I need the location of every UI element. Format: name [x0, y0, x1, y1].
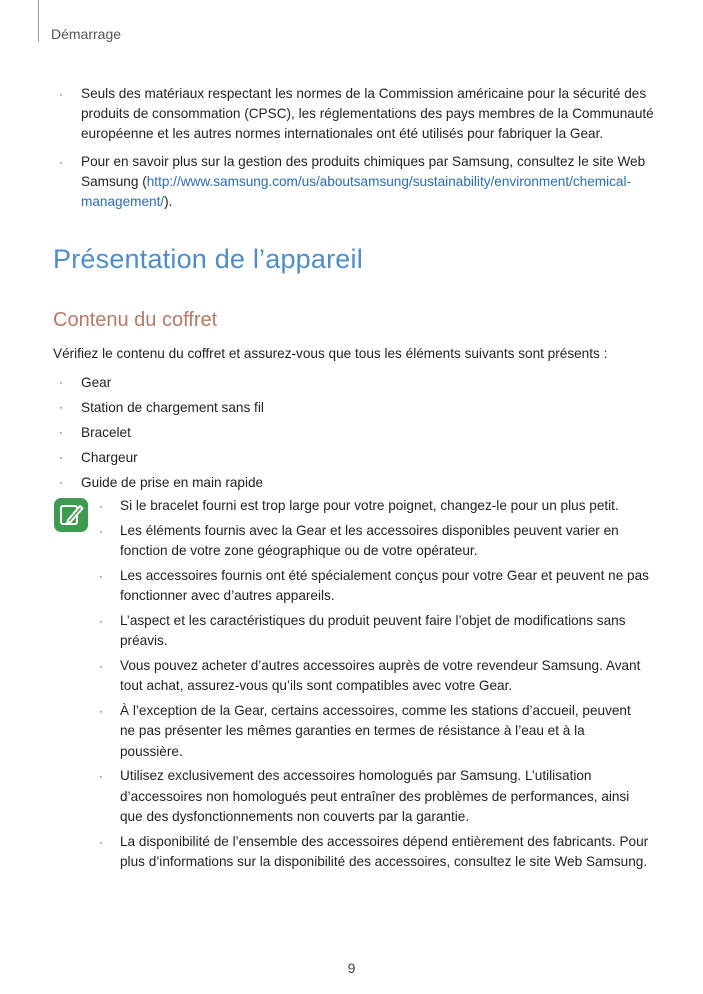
bullet-icon: · — [99, 703, 103, 718]
list-item-text: Guide de prise en main rapide — [81, 475, 264, 490]
note-text: Utilisez exclusivement des accessoires homologués par Samsung. L’utilisation d’accessoires non homologués peut entraîner des problèmes de performances, ainsi que des dysfonctionnements non couverts par la garantie. — [120, 768, 630, 824]
list-item-text: Chargeur — [81, 450, 138, 465]
note-pencil-icon — [54, 498, 88, 532]
note-item — [99, 656, 649, 697]
bullet-icon: · — [99, 769, 103, 783]
bullet-icon: · — [59, 475, 63, 489]
intro-paragraph: Vérifiez le contenu du coffret et assurez-vous que tous les éléments suivants sont présents : — [53, 346, 608, 361]
contents-list — [59, 370, 264, 495]
note-item — [99, 766, 649, 828]
list-item-text-end: ). — [164, 194, 173, 209]
list-item — [59, 395, 264, 420]
bullet-icon: · — [59, 425, 63, 439]
bullet-icon: · — [59, 155, 63, 169]
note-item — [99, 566, 649, 607]
list-item — [59, 152, 659, 212]
note-item — [99, 611, 649, 652]
note-item — [99, 521, 649, 562]
list-item-text: Bracelet — [81, 425, 131, 440]
note-item — [99, 701, 649, 763]
note-text: La disponibilité de l’ensemble des accessoires dépend entièrement des fabricants. Pour plus d’informations sur la disponibilité des accessoires, consultez le site Web Samsung. — [120, 833, 649, 869]
bullet-icon: · — [99, 568, 103, 583]
bullet-icon: · — [59, 375, 63, 389]
note-item — [99, 496, 649, 517]
list-item — [59, 445, 264, 470]
header-rule — [38, 0, 39, 42]
samsung-chemical-management-link[interactable]: http://www.samsung.com/us/aboutsamsung/sustainability/environment/chemical-management/ — [81, 174, 632, 209]
list-item-text: Station de chargement sans fil — [81, 400, 264, 415]
note-item — [99, 832, 649, 873]
bullet-icon: · — [99, 499, 103, 513]
top-bullet-list — [59, 84, 659, 220]
bullet-icon: · — [59, 450, 63, 464]
bullet-icon: · — [59, 87, 63, 101]
list-item — [59, 420, 264, 445]
page-number: 9 — [347, 960, 356, 976]
note-text: Les accessoires fournis ont été spécialement conçus pour votre Gear et peuvent ne pas fonctionner avec d’autres appareils. — [120, 567, 649, 603]
page-title: Présentation de l’appareil — [53, 244, 363, 274]
note-text: Les éléments fournis avec la Gear et les accessoires disponibles peuvent varier en fonction de votre zone géographique ou de votre opérateur. — [120, 522, 619, 558]
list-item — [59, 470, 264, 495]
list-item-text: Gear — [81, 375, 112, 390]
bullet-icon: · — [99, 834, 103, 849]
list-item-text: Pour en savoir plus sur la gestion des produits chimiques par Samsung, consultez le site Web Samsung ( — [81, 154, 646, 189]
bullet-icon: · — [99, 523, 103, 538]
bullet-icon: · — [59, 400, 63, 414]
bullet-icon: · — [99, 613, 103, 628]
notes-list — [99, 496, 649, 877]
note-text: Vous pouvez acheter d’autres accessoires auprès de votre revendeur Samsung. Avant tout achat, assurez-vous qu’ils sont compatibles avec votre Gear. — [120, 657, 641, 693]
note-text: L’aspect et les caractéristiques du produit peuvent faire l’objet de modifications sans préavis. — [120, 612, 626, 648]
bullet-icon: · — [99, 658, 103, 673]
section-header: Démarrage — [51, 26, 122, 42]
list-item — [59, 370, 264, 395]
list-item — [59, 84, 659, 144]
list-item-text: Seuls des matériaux respectant les normes de la Commission américaine pour la sécurité des produits de consommation (CPSC), les réglementations des pays membres de la Communauté européenne et les autres normes internationales ont été utilisés pour fabriquer la Gear. — [81, 86, 654, 141]
note-text: À l’exception de la Gear, certains accessoires, comme les stations d’accueil, peuvent ne pas présenter les mêmes garanties en termes de résistance à l’eau et à la poussière. — [120, 702, 631, 759]
note-text: Si le bracelet fourni est trop large pour votre poignet, changez-le pour un plus petit. — [120, 498, 619, 513]
section-title: Contenu du coffret — [53, 309, 218, 331]
